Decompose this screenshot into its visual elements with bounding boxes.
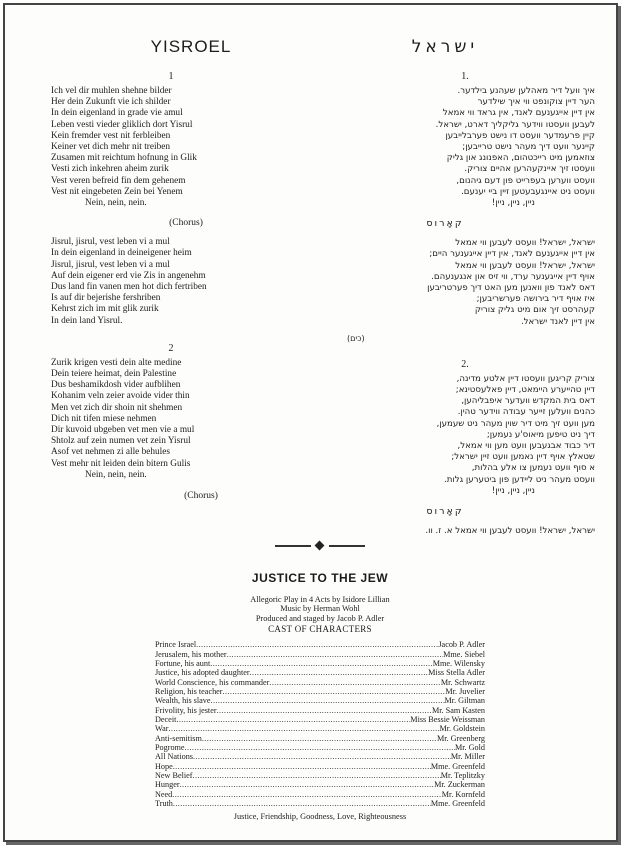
cast-role: Hunger xyxy=(155,780,180,790)
virtues-line: Justice, Friendship, Goodness, Love, Righteousness xyxy=(233,812,407,822)
chorus-line: Jisrul, jisrul, vest leben vi a mul xyxy=(51,237,170,248)
section-divider xyxy=(275,541,365,551)
chorus-line-yiddish: אין דיין לאנד ישראל. xyxy=(520,316,595,327)
leader-dots xyxy=(172,790,442,799)
lyric-line: Her dein Zukunft vie ich shilder xyxy=(51,97,171,108)
cast-row xyxy=(155,668,485,677)
cast-role: Jerusalem, his mother xyxy=(155,649,227,659)
cast-row xyxy=(155,734,485,743)
lyric-line: Kein fremder vest nit ferbleiben xyxy=(51,130,171,141)
lyric-line-yiddish: דיך ניט טיפען מיאוס'ע נעמען; xyxy=(486,429,595,440)
lyric-line: Zusamen mit reichtum hofnung in Glik xyxy=(51,153,197,164)
verse-2-lines-yiddish xyxy=(335,374,595,486)
leader-dots xyxy=(223,687,446,696)
leader-dots xyxy=(250,668,429,677)
song-title-yiddish: ישראל xyxy=(411,37,479,57)
cast-role: World Conscience, his commander xyxy=(155,677,270,687)
lyric-line: Dir kuvoid ubgeben vet men vie a mul xyxy=(51,425,195,436)
leader-dots xyxy=(180,780,435,789)
cast-role: Truth xyxy=(155,799,173,809)
chorus-line-yiddish: דאס לאנד פון וואנען מען האט דיך פערטריבען xyxy=(427,283,595,294)
chorus-label: (Chorus) xyxy=(169,218,203,229)
chorus-line-yiddish: איז אויף דיר בירושה פערשריבען; xyxy=(476,294,595,305)
cast-heading: CAST OF CHARACTERS xyxy=(268,624,372,635)
cast-actor: Miss Stella Adler xyxy=(428,668,485,678)
cast-role: All Nations xyxy=(155,752,193,762)
play-program xyxy=(155,571,485,821)
leader-dots xyxy=(217,706,432,715)
lyric-line-yiddish: צוזאמען מיט רייכטהום, האפנונג און גליק xyxy=(446,153,595,164)
verse-1-number: 1 xyxy=(168,71,174,82)
lyric-line-yiddish: דיין טהייערע היימאט, דיין פאלעסטינא; xyxy=(455,385,595,396)
verse-1-number-yiddish: .1 xyxy=(461,71,469,82)
lyric-line: Dich nit tifen miese nehmen xyxy=(51,413,157,424)
leader-dots xyxy=(211,696,445,705)
lyric-line: Ich vel dir muhlen shehne bilder xyxy=(51,86,172,96)
leader-dots xyxy=(210,659,432,668)
verse-2-number-yiddish: .2 xyxy=(461,358,469,370)
cast-actor: Mme. Siebel xyxy=(443,649,485,659)
lyric-line-yiddish: צוריק קריגען וועסטו דיין אלטע מדינה, xyxy=(456,373,595,384)
verse-1-refrain: Nein, nein, nein. xyxy=(85,198,147,209)
cast-actor: Miss Bessie Weissman xyxy=(410,714,485,724)
play-subtitle: Allegoric Play in 4 Acts by Isidore Lillian xyxy=(250,595,390,604)
leader-dots xyxy=(173,799,431,808)
verse-2-number: 2 xyxy=(168,342,174,354)
cast-row xyxy=(155,650,485,659)
chorus-end-label-yiddish: (כים) xyxy=(347,333,365,343)
cast-role: Justice, his adopted daughter xyxy=(155,668,250,678)
lyric-line-yiddish: לעבען וועסטו ווידער גליקליך דארט, ישראל. xyxy=(435,119,595,130)
chorus-line: Auf dein eigener erd vie Zis in angenehm xyxy=(51,270,206,281)
cast-role: New Belief xyxy=(155,771,193,781)
english-lyrics-column xyxy=(51,37,291,501)
cast-row xyxy=(155,659,485,668)
yiddish-lyrics-column xyxy=(335,37,595,537)
cast-role: Wealth, his slave xyxy=(155,696,211,706)
lyric-line-yiddish: וועסט ניט איינגעבעטען זיין ביי יענעם. xyxy=(461,186,595,197)
verse-2-lines xyxy=(51,358,291,470)
chorus-line-yiddish: אויף דיין אייגענער ערד, ווי זיס און אנגענעהם. xyxy=(431,271,595,282)
cast-row xyxy=(155,762,485,771)
cast-role: Religion, his teacher xyxy=(155,686,223,696)
lyric-line: Men vet zich dir shoin nit shehmen xyxy=(51,402,183,413)
cast-actor: Mr. Sam Kasten xyxy=(432,705,485,715)
leader-dots xyxy=(168,724,439,733)
cast-row xyxy=(155,706,485,715)
cast-row xyxy=(155,799,485,808)
chorus-line: Dus land fin vanen men hot dich fertriben xyxy=(51,282,207,293)
play-music-credit: Music by Herman Wohl xyxy=(280,604,360,614)
chorus-line-yiddish: ישראל, ישראל! וועסט לעבען ווי אמאל xyxy=(455,238,595,249)
cast-actor: Mr. Greenberg xyxy=(436,733,485,743)
cast-role: Deceit xyxy=(155,714,177,724)
lyric-line-yiddish: כהנים וועלען זייער עבודה ווידער טהין. xyxy=(457,407,595,418)
lyric-line-yiddish: וועסטו זיך איינקעהרען אהיים צוריק. xyxy=(464,164,595,175)
lyric-line: In dein eigenland in grade vie amul xyxy=(51,108,183,119)
cast-role: Need xyxy=(155,789,173,799)
chorus-lines-yiddish xyxy=(335,238,595,328)
verse-2-refrain-yiddish: ניין, ניין, ניין! xyxy=(491,485,535,496)
cast-row xyxy=(155,752,485,761)
chorus-2-line-yiddish: ישראל, ישראל! וועסט לעבען ווי אמאל א. ז. וו. xyxy=(425,526,595,537)
chorus-end-label: (Chorus) xyxy=(184,491,218,502)
lyric-line: Asof vet nehmen zi alle behules xyxy=(51,447,171,458)
cast-row xyxy=(155,790,485,799)
song-title-english: YISROEL xyxy=(150,37,232,56)
cast-actor: Mme. Greenfeld xyxy=(430,799,485,809)
verse-1-lines-yiddish xyxy=(335,86,595,198)
cast-actor: Mr. Gold xyxy=(454,743,485,752)
leader-dots xyxy=(193,752,451,761)
cast-role: Hope xyxy=(155,761,173,771)
cast-actor: Mr. Miller xyxy=(450,752,485,762)
verse-1-lines xyxy=(51,86,291,198)
cast-role: War xyxy=(155,724,169,734)
chorus-line-yiddish: ישראל, ישראל! וועסט לעבען ווי אמאל xyxy=(455,260,595,271)
lyric-line-yiddish: קיינער וועט דיך מעהר נישט טרייבען; xyxy=(462,142,595,153)
lyric-line: Dus beshamikdosh vider aufblihen xyxy=(51,380,181,391)
cast-list xyxy=(155,640,485,808)
leader-dots xyxy=(193,771,441,780)
lyric-line-yiddish: קיין פרעמדער וועסט דו נישט פערבלייבען xyxy=(445,130,595,141)
cast-actor: Jacob P. Adler xyxy=(438,640,485,650)
divider-diamond-icon xyxy=(315,541,325,551)
lyric-line-yiddish: וועסט ווערען בעפרייט פון דעם גיהנום, xyxy=(456,175,595,186)
lyric-line: Kohanim veln zeier avoide vider thin xyxy=(51,391,190,402)
cast-row xyxy=(155,743,485,752)
cast-row xyxy=(155,678,485,687)
chorus-line: Jisrul, jisrul, vest leben vi a mul xyxy=(51,259,170,270)
cast-row xyxy=(155,780,485,789)
lyric-line-yiddish: מען וועט זיך מיט דיר שוין מעהר ניט שעמען, xyxy=(436,418,595,429)
chorus-2-label-yiddish: קאָרוס xyxy=(426,506,464,518)
chorus-line-yiddish: קעהרסט זיך אום מיט גליק צוריק xyxy=(474,305,595,316)
play-production-credit: Produced and staged by Jacob P. Adler xyxy=(255,613,385,623)
cast-row xyxy=(155,640,485,649)
lyric-line: Vesti zich inkehren aheim zurik xyxy=(51,164,169,175)
cast-actor: Mme. Greenfeld xyxy=(430,761,485,771)
chorus-line: Kehrst zich im mit glik zurik xyxy=(51,304,159,315)
chorus-line: In dein land Yisrul. xyxy=(51,315,123,326)
leader-dots xyxy=(227,650,444,659)
lyric-line: Shtolz auf zein numen vet zein Yisrul xyxy=(51,436,191,447)
cast-actor: Mr. Juvelier xyxy=(445,686,485,696)
lyric-line: Zurik krigen vesti dein alte medine xyxy=(51,357,182,368)
cast-row xyxy=(155,771,485,780)
cast-role: Pogrome xyxy=(155,743,185,752)
lyric-line-yiddish: דאס בית המקדש וועדער איפבליהען, xyxy=(461,396,595,407)
cast-row xyxy=(155,687,485,696)
lyric-line-yiddish: הער דיין צוקונפט ווי איך שילדער xyxy=(477,97,595,108)
chorus-lines xyxy=(51,237,291,327)
cast-role: Fortune, his aunt xyxy=(155,658,211,668)
cast-row xyxy=(155,724,485,733)
chorus-label-yiddish: קאָרוס xyxy=(426,218,464,230)
lyric-line-yiddish: שטאלץ אויף דיין נאמען וועט זיין ישראל; xyxy=(451,452,595,463)
cast-actor: Mr. Kornfeld xyxy=(441,789,485,799)
lyric-line-yiddish: איך וועל דיר מאהלען שעהנע בילדער. xyxy=(457,86,595,96)
lyric-line-yiddish: אין דיין אייגענעם לאנד, אין גראד ווי אמאל xyxy=(442,108,595,119)
lyric-line: Vest nit eingebeten Zein bei Yenem xyxy=(51,186,183,197)
lyric-line: Dein teiere heimat, dein Palestine xyxy=(51,369,177,380)
cast-actor: Mr. Giltman xyxy=(444,696,485,706)
cast-role: Prince Israel xyxy=(155,640,197,650)
cast-actor: Mr. Teplitzky xyxy=(440,771,485,781)
chorus-line-yiddish: אין דיין אייגענעם לאנד, אין דיין אייגענער היים; xyxy=(429,249,595,260)
cast-row xyxy=(155,696,485,705)
leader-dots xyxy=(173,762,431,771)
lyric-line: Vest veren befreid fin dem gehenem xyxy=(51,175,186,186)
lyric-line-yiddish: וועסט מעהר ניט ליידען פון ביטערען גלות. xyxy=(444,474,595,485)
cast-actor: Mr. Zuckerman xyxy=(434,780,485,790)
cast-actor: Mr. Schwartz xyxy=(440,677,485,687)
cast-role: Frivolity, his jester xyxy=(155,705,217,715)
verse-1-refrain-yiddish: ניין, ניין, ניין! xyxy=(491,198,535,209)
lyric-line: Keiner vet dich mehr nit treiben xyxy=(51,142,171,153)
verse-2-refrain: Nein, nein, nein. xyxy=(85,469,147,480)
cast-role: Anti-semitism xyxy=(155,733,202,743)
lyric-line: Vest mehr nit leiden dein bitern Gulis xyxy=(51,458,191,469)
leader-dots xyxy=(185,743,455,752)
leader-dots xyxy=(202,734,437,743)
leader-dots xyxy=(196,640,438,649)
leader-dots xyxy=(176,715,410,724)
cast-actor: Mr. Goldstein xyxy=(439,724,485,734)
cast-actor: Mme. Wilensky xyxy=(432,658,485,668)
lyric-line: Leben vesti vieder gliklich dort Yisrul xyxy=(51,119,193,130)
leader-dots xyxy=(269,678,440,687)
cast-row xyxy=(155,715,485,724)
lyric-line-yiddish: א סוף וועט נעמען צו אלע בהלות, xyxy=(471,463,595,474)
play-title: JUSTICE TO THE JEW xyxy=(251,571,389,585)
lyric-line-yiddish: דיר כבוד אבגעבען וועט מען ווי אמאל, xyxy=(457,441,595,452)
page-frame xyxy=(3,3,618,842)
chorus-line: Is auf dir bejerishe fershriben xyxy=(51,293,161,304)
chorus-line: In dein eigenland in deineigener heim xyxy=(51,248,192,259)
